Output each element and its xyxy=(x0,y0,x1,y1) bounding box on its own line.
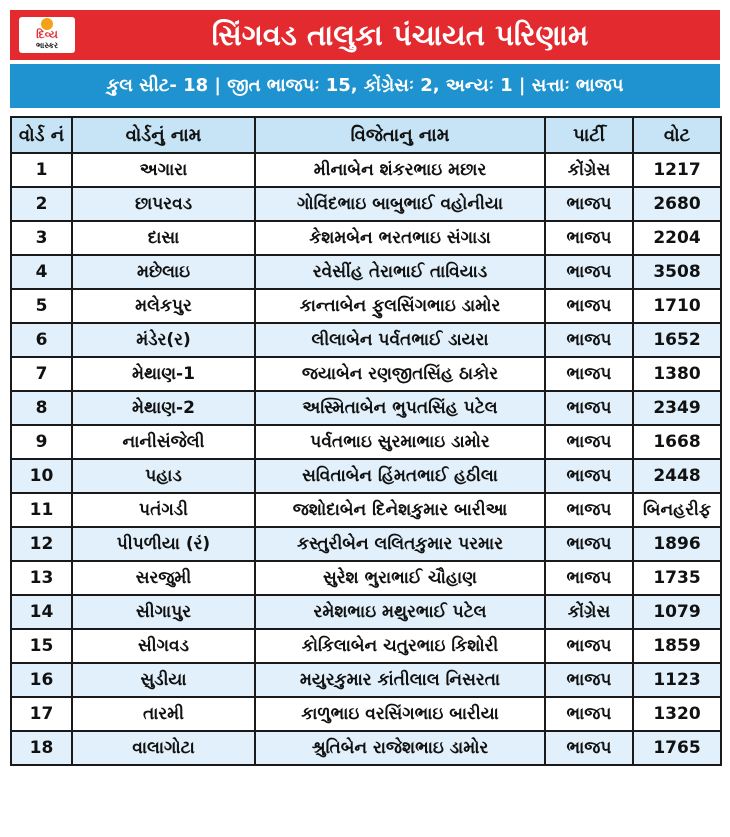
winner-name-cell: રમેશભાઇ મથુરભાઈ પટેલ xyxy=(255,595,545,629)
party-cell: ભાજપ xyxy=(545,323,633,357)
party-cell: ભાજપ xyxy=(545,527,633,561)
ward-name-cell: મલેકપુર xyxy=(72,289,255,323)
ward-number-cell: 15 xyxy=(11,629,72,663)
header-ward-name: વોર્ડનું નામ xyxy=(72,117,255,153)
logo-text-bottom: ભાસ્કર xyxy=(35,41,59,50)
party-cell: ભાજપ xyxy=(545,663,633,697)
summary-bar: કુલ સીટ- 18 | જીત ભાજપઃ 15, કોંગ્રેસઃ 2, અન્યઃ 1 | સત્તાઃ ભાજપ xyxy=(10,64,720,108)
party-cell: ભાજપ xyxy=(545,731,633,765)
ward-name-cell: મછેલાઇ xyxy=(72,255,255,289)
votes-cell: 1710 xyxy=(633,289,721,323)
party-cell: ભાજપ xyxy=(545,289,633,323)
winner-name-cell: સવિતાબેન હિંમતભાઈ હઠીલા xyxy=(255,459,545,493)
party-cell: ભાજપ xyxy=(545,357,633,391)
table-row xyxy=(11,527,721,561)
ward-name-cell: વાલાગોટા xyxy=(72,731,255,765)
ward-number-cell: 13 xyxy=(11,561,72,595)
votes-cell: 1652 xyxy=(633,323,721,357)
winner-name-cell: પર્વતભાઇ સુરમાભાઇ ડામોર xyxy=(255,425,545,459)
votes-cell: 1320 xyxy=(633,697,721,731)
table-header-row xyxy=(11,117,721,153)
ward-number-cell: 8 xyxy=(11,391,72,425)
ward-name-cell: સરજુમી xyxy=(72,561,255,595)
votes-cell: 3508 xyxy=(633,255,721,289)
ward-number-cell: 17 xyxy=(11,697,72,731)
party-cell: ભાજપ xyxy=(545,629,633,663)
ward-number-cell: 11 xyxy=(11,493,72,527)
votes-cell: 2680 xyxy=(633,187,721,221)
ward-name-cell: અગારા xyxy=(72,153,255,187)
votes-cell: 1380 xyxy=(633,357,721,391)
table-row xyxy=(11,629,721,663)
ward-number-cell: 12 xyxy=(11,527,72,561)
ward-name-cell: મેથાણ-2 xyxy=(72,391,255,425)
winner-name-cell: જશોદાબેન દિનેશકુમાર બારીઆ xyxy=(255,493,545,527)
votes-cell: બિનહરીફ xyxy=(633,493,721,527)
ward-name-cell: મેથાણ-1 xyxy=(72,357,255,391)
party-cell: ભાજપ xyxy=(545,187,633,221)
table-row xyxy=(11,493,721,527)
winner-name-cell: ગોવિંદભાઇ બાબુભાઈ વહોનીયા xyxy=(255,187,545,221)
votes-cell: 1668 xyxy=(633,425,721,459)
winner-name-cell: મયુરકુમાર કાંતીલાલ નિસરતા xyxy=(255,663,545,697)
winner-name-cell: કેશમબેન ભરતભાઇ સંગાડા xyxy=(255,221,545,255)
ward-number-cell: 10 xyxy=(11,459,72,493)
winner-name-cell: કસ્તુરીબેન લલિતકુમાર પરમાર xyxy=(255,527,545,561)
ward-name-cell: પહાડ xyxy=(72,459,255,493)
table-row xyxy=(11,221,721,255)
ward-name-cell: નાનીસંજેલી xyxy=(72,425,255,459)
ward-number-cell: 1 xyxy=(11,153,72,187)
table-row xyxy=(11,561,721,595)
table-row xyxy=(11,153,721,187)
winner-name-cell: મીનાબેન શંકરભાઇ મછાર xyxy=(255,153,545,187)
votes-cell: 1735 xyxy=(633,561,721,595)
ward-name-cell: સીગવડ xyxy=(72,629,255,663)
ward-name-cell: સુડીયા xyxy=(72,663,255,697)
votes-cell: 1896 xyxy=(633,527,721,561)
votes-cell: 1217 xyxy=(633,153,721,187)
ward-number-cell: 7 xyxy=(11,357,72,391)
logo-text-top: દિવ્ય xyxy=(36,28,58,41)
table-row xyxy=(11,663,721,697)
ward-number-cell: 9 xyxy=(11,425,72,459)
party-cell: કોંગ્રેસ xyxy=(545,595,633,629)
ward-name-cell: પીપળીયા (રં) xyxy=(72,527,255,561)
party-cell: ભાજપ xyxy=(545,561,633,595)
winner-name-cell: શ્રુતિબેન રાજેશભાઇ ડામોર xyxy=(255,731,545,765)
party-cell: કોંગ્રેસ xyxy=(545,153,633,187)
winner-name-cell: કોકિલાબેન ચતુરભાઇ કિશોરી xyxy=(255,629,545,663)
votes-cell: 2349 xyxy=(633,391,721,425)
table-row xyxy=(11,697,721,731)
winner-name-cell: રવેસીંહ તેરાભાઈ તાવિયાડ xyxy=(255,255,545,289)
table-row xyxy=(11,289,721,323)
ward-number-cell: 4 xyxy=(11,255,72,289)
results-table xyxy=(10,116,722,766)
ward-name-cell: તારમી xyxy=(72,697,255,731)
winner-name-cell: લીલાબેન પર્વતભાઈ ડાયરા xyxy=(255,323,545,357)
ward-number-cell: 5 xyxy=(11,289,72,323)
divya-bhaskar-logo xyxy=(19,17,75,53)
ward-name-cell: સીગાપુર xyxy=(72,595,255,629)
winner-name-cell: અસ્મિતાબેન ભુપતસિંહ પટેલ xyxy=(255,391,545,425)
table-row xyxy=(11,595,721,629)
header-winner: વિજેતાનુ નામ xyxy=(255,117,545,153)
votes-cell: 2448 xyxy=(633,459,721,493)
ward-number-cell: 6 xyxy=(11,323,72,357)
title-bar xyxy=(10,10,720,60)
party-cell: ભાજપ xyxy=(545,425,633,459)
votes-cell: 1123 xyxy=(633,663,721,697)
ward-name-cell: છાપરવડ xyxy=(72,187,255,221)
table-row xyxy=(11,357,721,391)
party-cell: ભાજપ xyxy=(545,221,633,255)
header-ward-no: વોર્ડ નં xyxy=(11,117,72,153)
ward-number-cell: 16 xyxy=(11,663,72,697)
table-row xyxy=(11,391,721,425)
votes-cell: 1079 xyxy=(633,595,721,629)
party-cell: ભાજપ xyxy=(545,391,633,425)
page-title: સિંગવડ તાલુકા પંચાયત પરિણામ xyxy=(211,18,589,52)
table-row xyxy=(11,323,721,357)
party-cell: ભાજપ xyxy=(545,697,633,731)
ward-number-cell: 14 xyxy=(11,595,72,629)
table-row xyxy=(11,187,721,221)
votes-cell: 2204 xyxy=(633,221,721,255)
ward-number-cell: 3 xyxy=(11,221,72,255)
party-cell: ભાજપ xyxy=(545,255,633,289)
header-party: પાર્ટી xyxy=(545,117,633,153)
votes-cell: 1859 xyxy=(633,629,721,663)
winner-name-cell: જયાબેન રણજીતસિંહ ઠાકોર xyxy=(255,357,545,391)
winner-name-cell: કાળુભાઇ વરસિંગભાઇ બારીયા xyxy=(255,697,545,731)
header-votes: વોટ xyxy=(633,117,721,153)
ward-number-cell: 18 xyxy=(11,731,72,765)
table-row xyxy=(11,255,721,289)
votes-cell: 1765 xyxy=(633,731,721,765)
ward-name-cell: મંડેર(ર) xyxy=(72,323,255,357)
winner-name-cell: કાન્તાબેન ફુલસિંગભાઇ ડામોર xyxy=(255,289,545,323)
table-row xyxy=(11,425,721,459)
party-cell: ભાજપ xyxy=(545,459,633,493)
ward-name-cell: દાસા xyxy=(72,221,255,255)
ward-number-cell: 2 xyxy=(11,187,72,221)
table-row xyxy=(11,731,721,765)
winner-name-cell: સુરેશ ભુરાભાઈ ચૌહાણ xyxy=(255,561,545,595)
ward-name-cell: પતંગડી xyxy=(72,493,255,527)
party-cell: ભાજપ xyxy=(545,493,633,527)
table-row xyxy=(11,459,721,493)
